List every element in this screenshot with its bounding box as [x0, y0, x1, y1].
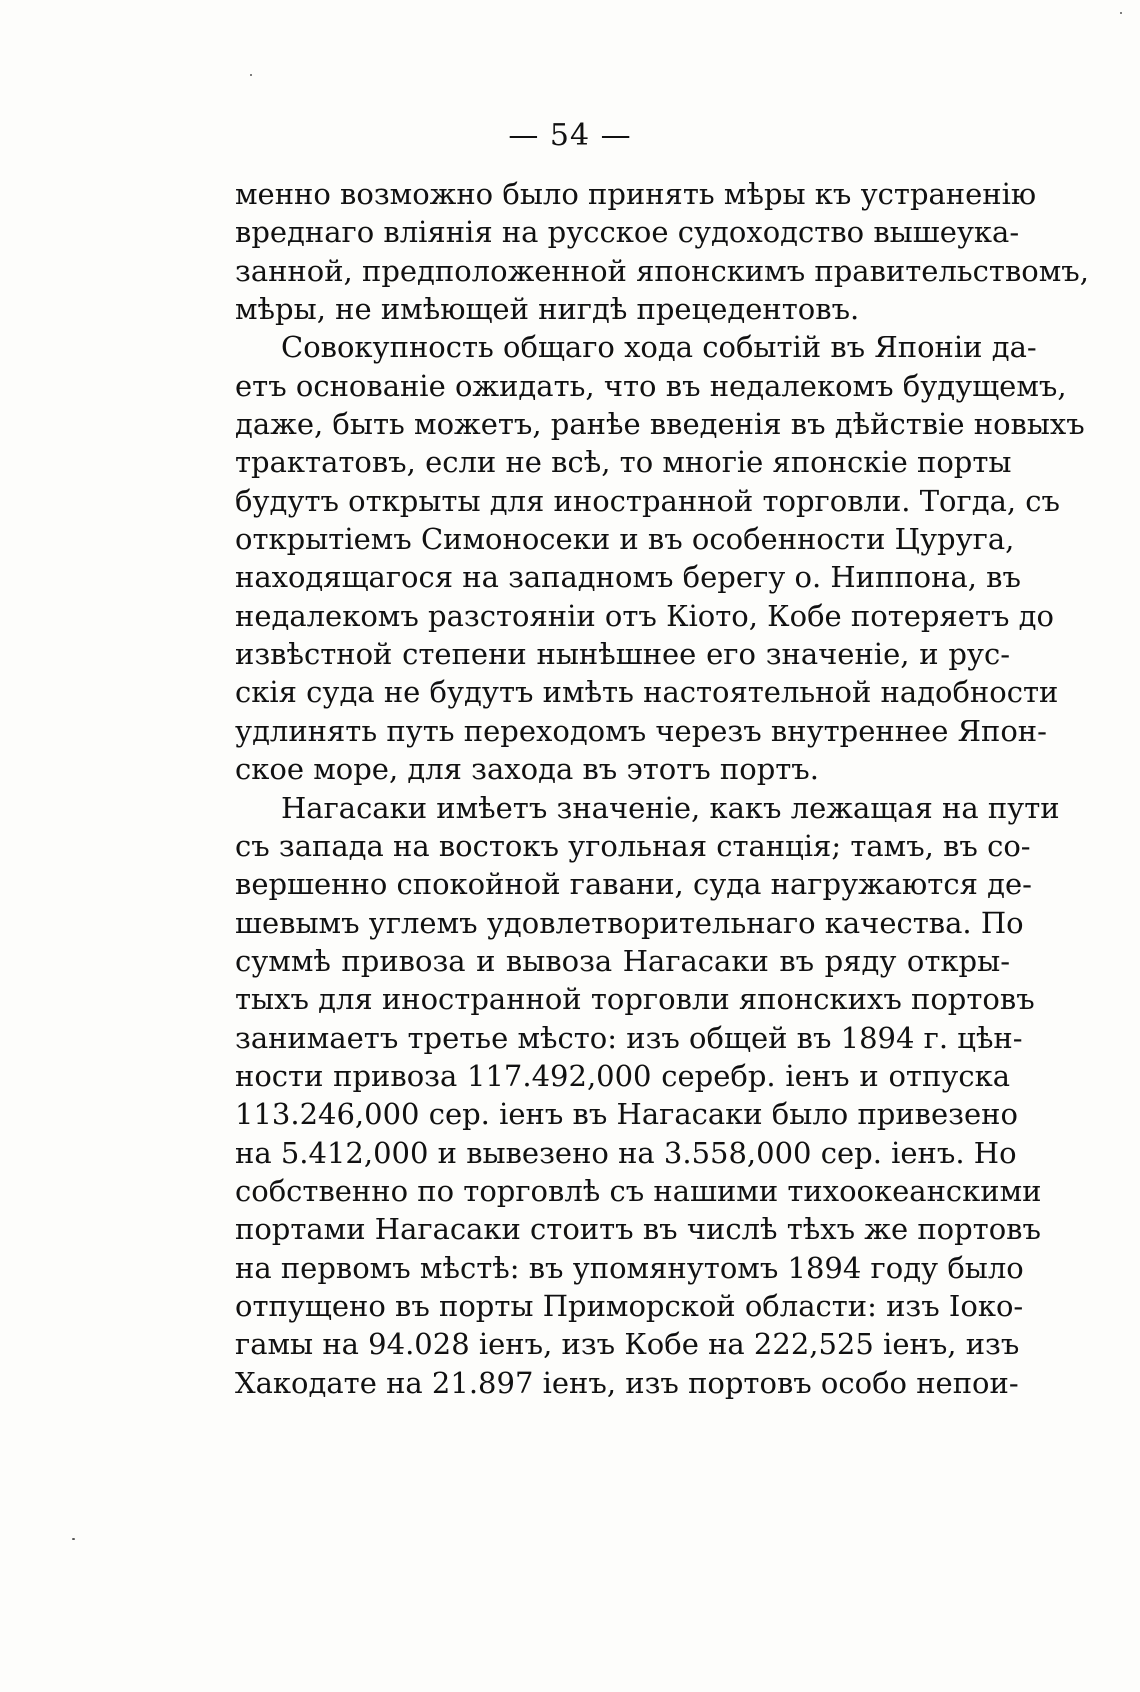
text-line: занной, предположенной японскимъ правительствомъ,: [235, 253, 1089, 288]
text-line: Совокупность общаго хода событій въ Японіи да-: [281, 330, 1037, 365]
text-line: менно возможно было принять мѣры къ устраненію: [235, 177, 1037, 211]
text-line: шевымъ углемъ удовлетворительнаго качества. По: [235, 905, 1024, 940]
scan-speck: [250, 74, 252, 76]
text-line: гамы на 94.028 іенъ, изъ Кобе на 222,525 іенъ, изъ: [235, 1327, 1020, 1362]
scan-speck: [1120, 12, 1122, 14]
text-line: на 5.412,000 и вывезено на 3.558,000 сер. іенъ. Но: [235, 1135, 1017, 1170]
text-line: трактатовъ, если не всѣ, то многіе японскіе порты: [235, 445, 1012, 480]
body-text: [235, 175, 1089, 1402]
text-line: удлинять путь переходомъ черезъ внутреннее Япон-: [235, 713, 1047, 748]
text-line: собственно по торговлѣ съ нашими тихоокеанскими: [235, 1173, 1042, 1208]
text-line: отпущено въ порты Приморской области: изъ Іоко-: [235, 1288, 1024, 1323]
text-line: ности привоза 117.492,000 серебр. іенъ и отпуска: [235, 1058, 1010, 1093]
text-line: даже, быть можетъ, ранѣе введенія въ дѣйствіе новыхъ: [235, 407, 1085, 442]
text-line: Хакодате на 21.897 іенъ, изъ портовъ особо непои-: [235, 1365, 1019, 1400]
text-line: вреднаго вліянія на русское судоходство вышеука-: [235, 215, 1020, 250]
text-line: тыхъ для иностранной торговли японскихъ портовъ: [235, 982, 1035, 1017]
text-line: скія суда не будутъ имѣть настоятельной надобности: [235, 675, 1059, 710]
text-line: 113.246,000 сер. іенъ въ Нагасаки было привезено: [235, 1097, 1018, 1132]
text-line: етъ основаніе ожидать, что въ недалекомъ будущемъ,: [235, 368, 1067, 403]
text-line: на первомъ мѣстѣ: въ упомянутомъ 1894 году было: [235, 1250, 1024, 1285]
text-line: открытіемъ Симоносеки и въ особенности Цуруга,: [235, 522, 1015, 557]
text-line: Нагасаки имѣетъ значеніе, какъ лежащая на пути: [281, 790, 1060, 825]
scan-speck: [72, 1538, 75, 1540]
text-line: находящагося на западномъ берегу о. Ниппона, въ: [235, 560, 1021, 595]
page-number: — 54 —: [508, 118, 632, 153]
text-line: съ запада на востокъ угольная станція; тамъ, въ со-: [235, 828, 1031, 863]
text-line: занимаетъ третье мѣсто: изъ общей въ 1894 г. цѣн-: [235, 1020, 1023, 1055]
text-line: извѣстной степени нынѣшнее его значеніе, и рус-: [235, 637, 1010, 672]
text-line: вершенно спокойной гавани, суда нагружаются де-: [235, 867, 1032, 902]
text-line: суммѣ привоза и вывоза Нагасаки въ ряду откры-: [235, 943, 1010, 978]
text-line: недалекомъ разстояніи отъ Кіото, Кобе потеряетъ до: [235, 598, 1054, 633]
text-line: мѣры, не имѣющей нигдѣ прецедентовъ.: [235, 292, 860, 327]
text-line: портами Нагасаки стоитъ въ числѣ тѣхъ же портовъ: [235, 1212, 1041, 1247]
text-line: будутъ открыты для иностранной торговли. Тогда, съ: [235, 483, 1060, 518]
text-line: ское море, для захода въ этотъ портъ.: [235, 752, 819, 787]
